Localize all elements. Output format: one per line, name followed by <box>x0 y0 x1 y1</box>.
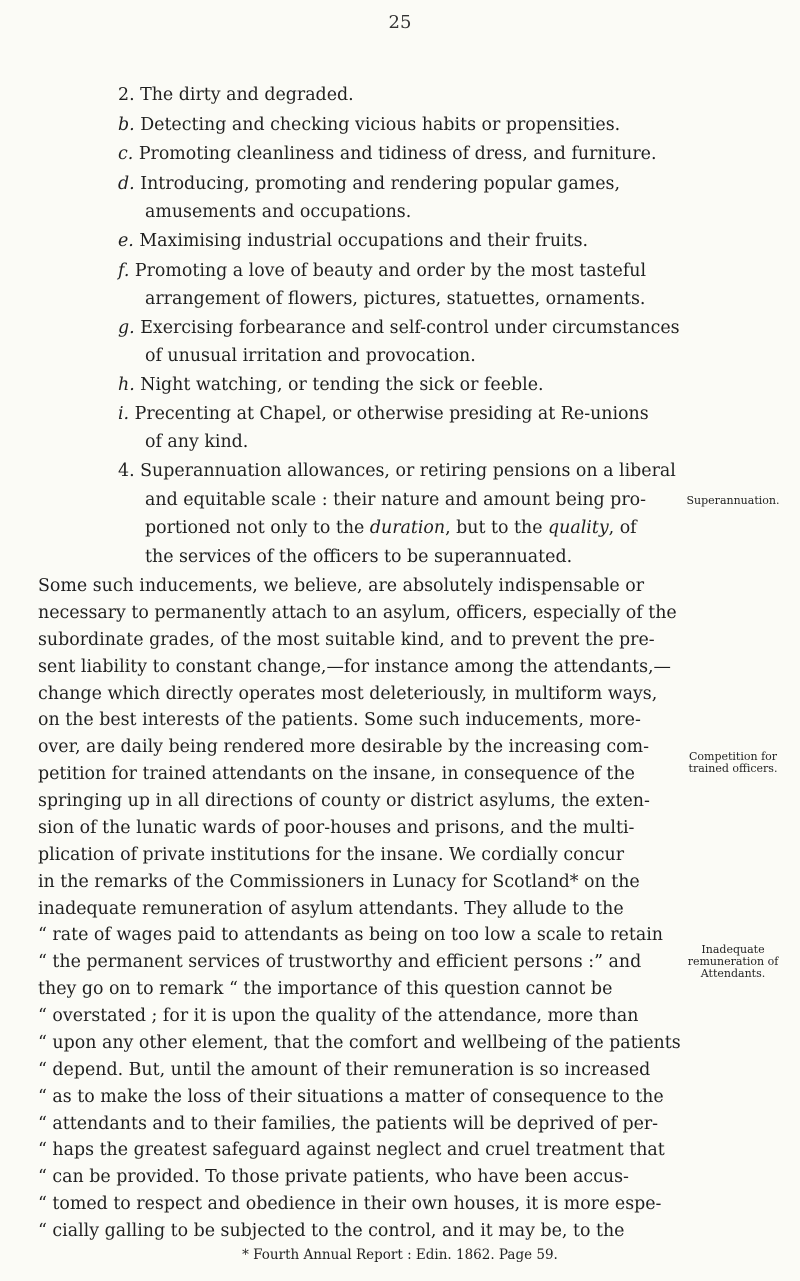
paragraph-line: “ can be provided. To those private patients, who have been accus- <box>38 1167 629 1188</box>
paragraph-line: sent liability to constant change,—for instance among the attendants,— <box>38 656 671 677</box>
list-text: Promoting a love of beauty and order by the most tasteful <box>134 261 647 281</box>
paragraph-line: “ attendants and to their families, the patients will be deprived of per- <box>38 1113 659 1134</box>
list-text: Night watching, or tending the sick or feeble. <box>140 375 544 395</box>
list-line <box>118 259 646 283</box>
list-line <box>118 229 588 253</box>
list-label: g. <box>118 318 135 338</box>
text-run: , but to the <box>445 518 549 538</box>
paragraph-line: “ rate of wages paid to attendants as being on too low a scale to retain <box>38 925 663 946</box>
paragraph-line: Some such inducements, we believe, are absolutely indispensable or <box>38 576 645 596</box>
list-label: 2. <box>118 85 135 105</box>
list-line <box>118 113 620 137</box>
list-label: c. <box>118 144 134 164</box>
paragraph-line: necessary to permanently attach to an asylum, officers, especially of the <box>38 602 677 623</box>
text-run: , of <box>608 518 637 538</box>
list-text: Exercising forbearance and self-control under circumstances <box>140 318 680 338</box>
list-label: 4. <box>118 461 135 481</box>
list-line <box>118 459 676 483</box>
list-line: amusements and occupations. <box>145 202 412 222</box>
list-line: arrangement of flowers, pictures, statuettes, ornaments. <box>145 289 646 309</box>
list-line: of unusual irritation and provocation. <box>145 346 476 366</box>
list-label: i. <box>118 404 130 424</box>
margin-note-line: Attendants. <box>700 967 766 980</box>
list-line <box>118 142 657 166</box>
page-number: 25 <box>388 12 412 33</box>
paragraph-line: “ overstated ; for it is upon the quality of the attendance, more than <box>38 1006 639 1026</box>
paragraph-line: “ the permanent services of trustworthy and efficient persons :” and <box>38 952 642 973</box>
paragraph-line: subordinate grades, of the most suitable kind, and to prevent the pre- <box>38 629 655 650</box>
margin-note-competition <box>670 751 796 775</box>
list-label: e. <box>118 231 134 251</box>
list-label: f. <box>118 261 130 281</box>
list-line <box>118 402 649 426</box>
list-line: of any kind. <box>145 432 249 452</box>
margin-note-superannuation: Superannuation. <box>686 494 780 507</box>
paragraph-line: “ tomed to respect and obedience in their own houses, it is more espe- <box>38 1194 662 1215</box>
margin-note-line: Competition for <box>688 750 778 763</box>
emphasis-duration: duration <box>369 518 446 538</box>
paragraph-line: “ as to make the loss of their situations a matter of consequence to the <box>38 1086 664 1107</box>
list-text: Promoting cleanliness and tidiness of dress, and furniture. <box>138 144 657 164</box>
margin-note-line: Inadequate <box>701 943 765 956</box>
list-line: the services of the officers to be superannuated. <box>145 547 573 567</box>
paragraph-line: change which directly operates most deleteriously, in multiform ways, <box>38 683 658 704</box>
list-text: The dirty and degraded. <box>140 85 354 105</box>
paragraph-line: on the best interests of the patients. Some such inducements, more- <box>38 710 641 731</box>
paragraph-line: they go on to remark “ the importance of this question cannot be <box>38 979 613 1000</box>
list-line <box>145 516 637 540</box>
paragraph-line: inadequate remuneration of asylum attendants. They allude to the <box>38 898 624 919</box>
paragraph-line: sion of the lunatic wards of poor-houses and prisons, and the multi- <box>38 817 635 838</box>
list-text: Precenting at Chapel, or otherwise presiding at Re-unions <box>134 404 649 424</box>
list-label: b. <box>118 115 135 135</box>
list-label: d. <box>118 174 135 194</box>
paragraph-line: “ cially galling to be subjected to the control, and it may be, to the <box>38 1221 625 1241</box>
emphasis-quality: quality <box>548 518 609 538</box>
list-line <box>118 316 680 340</box>
margin-note-line: remuneration of <box>687 955 779 968</box>
paragraph-line: plication of private institutions for the insane. We cordially concur <box>38 844 625 865</box>
paragraph-line: over, are daily being rendered more desirable by the increasing com- <box>38 737 649 758</box>
margin-note-line: trained officers. <box>688 762 778 775</box>
paragraph-line: “ depend. But, until the amount of their remuneration is so increased <box>38 1059 651 1080</box>
paragraph-line: in the remarks of the Commissioners in Lunacy for Scotland* on the <box>38 871 640 892</box>
list-line <box>118 172 620 196</box>
paragraph-line: “ upon any other element, that the comfort and wellbeing of the patients <box>38 1032 681 1053</box>
list-text: Detecting and checking vicious habits or propensities. <box>140 115 621 135</box>
paragraph-line: “ haps the greatest safeguard against neglect and cruel treatment that <box>38 1140 665 1161</box>
list-label: h. <box>118 375 135 395</box>
list-line <box>118 83 354 107</box>
footnote: * Fourth Annual Report : Edin. 1862. Page 59. <box>242 1247 558 1263</box>
paragraph-line: springing up in all directions of county or district asylums, the exten- <box>38 791 650 811</box>
list-text: Introducing, promoting and rendering popular games, <box>140 174 620 194</box>
list-line <box>118 373 544 397</box>
margin-note-inadequate <box>670 944 796 980</box>
list-text: Maximising industrial occupations and their fruits. <box>139 231 589 251</box>
paragraph-line: petition for trained attendants on the insane, in consequence of the <box>38 764 635 785</box>
list-text: Superannuation allowances, or retiring pensions on a liberal <box>140 461 676 481</box>
text-run: portioned not only to the <box>145 518 370 538</box>
list-line: and equitable scale : their nature and amount being pro- <box>145 490 646 510</box>
